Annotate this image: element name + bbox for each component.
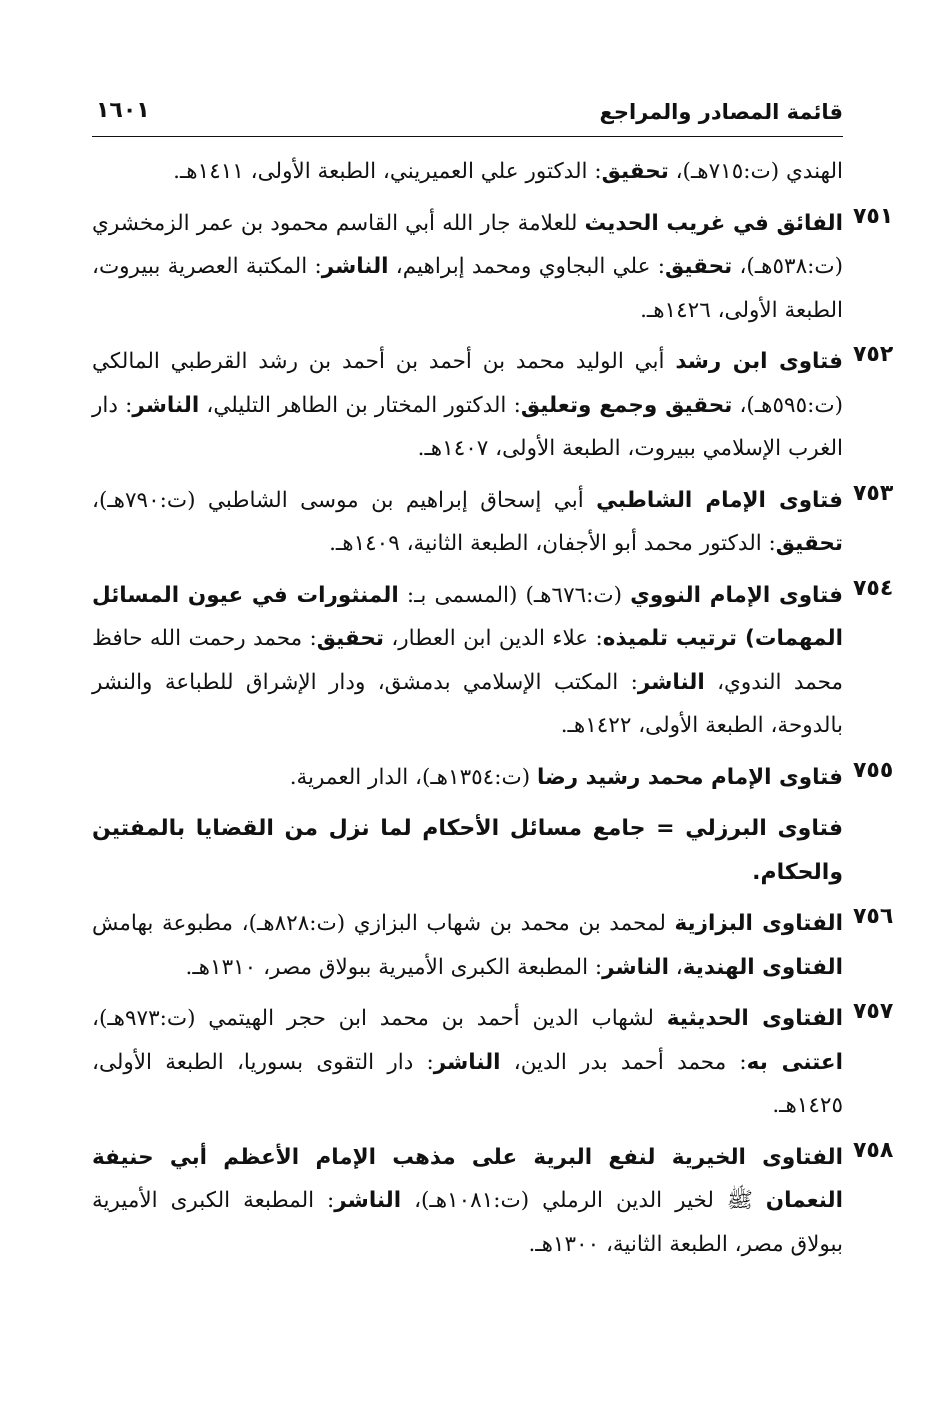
bibliography-entry [92, 997, 894, 1128]
text-segment: : محمد أحمد بدر الدين، [500, 1049, 747, 1075]
text-segment: أبي إسحاق إبراهيم بن موسى الشاطبي (ت:٧٩٠هـ)، [92, 487, 597, 513]
bold-segment: الناشر [321, 254, 389, 279]
entry-number: ٧٥٥ [853, 757, 894, 783]
page-header [92, 96, 843, 137]
bold-segment: فتاوى الإمام محمد رشيد رضا [536, 764, 843, 790]
text-segment: : المكتب الإسلامي بدمشق، ودار الإشراق للطباعة والنشر بالدوحة، الطبعة الأولى، ١٤٢٢هـ. [92, 669, 843, 738]
bibliography-entry [92, 202, 894, 333]
bold-segment: تحقيق [601, 159, 669, 184]
bold-segment: فتاوى ابن رشد [675, 349, 843, 374]
text-segment: : علاء الدين ابن العطار، [383, 626, 603, 651]
text-segment: أبي الوليد محمد بن أحمد بن أحمد بن رشد القرطبي المالكي (ت:٥٩٥هـ)، [92, 349, 843, 418]
text-segment: لمحمد بن محمد بن شهاب البزازي (ت:٨٢٨هـ)، مطبوعة بهامش [92, 911, 675, 936]
text-segment: : محمد رحمت الله حافظ محمد الندوي، [92, 626, 843, 695]
bold-segment: الناشر [602, 954, 669, 980]
bibliography-entry [92, 902, 894, 989]
text-segment: للعلامة جار الله أبي القاسم محمود بن عمر الزمخشري (ت:٥٣٨هـ)، [92, 210, 843, 279]
bold-segment: فتاوى الإمام النووي [630, 582, 843, 608]
text-segment: : المطبعة الكبرى الأميرية ببولاق مصر، الطبعة الثانية، ١٣٠٠هـ. [92, 1188, 843, 1257]
entry-text [92, 756, 843, 800]
entry-number: ٧٥٤ [853, 575, 894, 601]
bibliography-entry [92, 756, 894, 800]
entry-text [92, 340, 843, 471]
bold-segment: الناشر [433, 1049, 501, 1075]
bold-segment: الناشر [132, 392, 200, 418]
text-segment: ، [668, 954, 683, 980]
text-segment: : الدكتور علي العميريني، الطبعة الأولى، ١٤١١هـ. [173, 159, 602, 184]
bold-segment: تحقيق [316, 626, 384, 651]
bibliography-entry [92, 1136, 894, 1267]
bold-segment: الناشر [637, 669, 705, 695]
entry-text [92, 150, 843, 194]
bold-segment: تحقيق [665, 254, 733, 279]
text-segment: : دار التقوى بسوريا، الطبعة الأولى، ١٤٢٥هـ. [92, 1049, 843, 1118]
text-segment: : المطبعة الكبرى الأميرية ببولاق مصر، ١٣١٠هـ. [185, 954, 603, 980]
entry-number: ٧٥٧ [853, 999, 894, 1024]
bold-segment: الفتاوى الهندية [682, 954, 843, 980]
bold-segment: المنثورات في عيون المسائل المهمات) ترتيب تلميذه [92, 582, 843, 651]
entry-text [92, 479, 843, 566]
bold-segment: الفتاوى البزازية [674, 911, 843, 936]
bibliography-entry [92, 150, 843, 194]
bold-segment: تحقيق وجمع وتعليق [520, 392, 733, 418]
entry-number: ٧٥٢ [853, 342, 894, 367]
bibliography-entry [92, 479, 894, 566]
entry-text [92, 807, 843, 894]
text-segment: : دار الغرب الإسلامي ببيروت، الطبعة الأولى، ١٤٠٧هـ. [92, 392, 843, 461]
bold-segment: تحقيق [775, 531, 843, 556]
bold-segment: الناشر [334, 1188, 402, 1213]
text-segment: : المكتبة العصرية ببيروت، الطبعة الأولى، ١٤٢٦هـ. [92, 254, 843, 323]
bold-segment: فتاوى الإمام الشاطبي [596, 487, 843, 513]
entry-text [92, 902, 843, 989]
text-segment: لشهاب الدين أحمد بن محمد ابن حجر الهيتمي (ت:٩٧٣هـ)، [92, 1006, 667, 1031]
text-segment: : علي البجاوي ومحمد إبراهيم، [388, 254, 666, 279]
entry-number: ٧٥٣ [853, 480, 894, 506]
bold-segment: الفائق في غريب الحديث [584, 210, 843, 236]
cross-reference [92, 807, 843, 894]
entry-number: ٧٥٦ [853, 904, 894, 929]
running-head: قائمة المصادر والمراجع [599, 100, 843, 124]
bibliography-list [92, 150, 894, 1274]
bold-segment: الفتاوى الخيرية لنفع البرية على مذهب الإمام الأعظم أبي حنيفة النعمان [92, 1144, 843, 1213]
text-segment: : الدكتور المختار بن الطاهر التليلي، [199, 392, 521, 418]
text-segment: (ت:٦٧٦هـ) (المسمى بـ: [398, 582, 631, 608]
text-segment: ﷺ لخير الدين الرملي (ت:١٠٨١هـ)، [401, 1188, 766, 1213]
page-number: ١٦٠١ [96, 98, 150, 123]
bold-segment: فتاوى البرزلي = جامع مسائل الأحكام لما نزل من القضايا بالمفتين والحكام. [92, 816, 843, 885]
entry-text [92, 574, 843, 748]
bibliography-entry [92, 340, 894, 471]
entry-text [92, 997, 843, 1128]
bold-segment: الفتاوى الحديثية [666, 1006, 843, 1031]
text-segment: الهندي (ت:٧١٥هـ)، [668, 159, 843, 184]
entry-number: ٧٥١ [853, 203, 894, 229]
entry-number: ٧٥٨ [853, 1137, 894, 1163]
text-segment: : الدكتور محمد أبو الأجفان، الطبعة الثانية، ١٤٠٩هـ. [329, 531, 776, 556]
bold-segment: اعتنى به [746, 1049, 843, 1075]
entry-text [92, 202, 843, 333]
entry-text [92, 1136, 843, 1267]
bibliography-entry [92, 574, 894, 748]
text-segment: (ت:١٣٥٤هـ)، الدار العمرية. [289, 764, 537, 790]
